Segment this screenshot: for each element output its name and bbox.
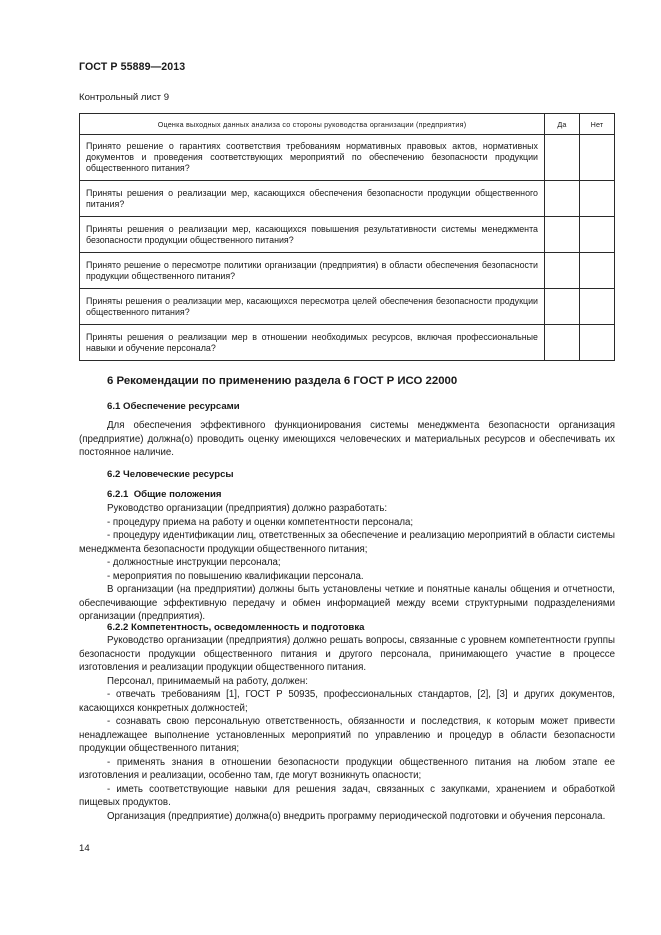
section-6-title: 6 Рекомендации по применению раздела 6 ГОСТ Р ИСО 22000 [107, 375, 458, 387]
table-header-row [80, 114, 615, 135]
paragraph: Персонал, принимаемый на работу, должен: [107, 675, 308, 687]
paragraph: Руководство организации (предприятия) должно решать вопросы, связанные с уровнем компетентности группы безопасности продукции общественного питания и другого персонала, принимающего участие в процессе изготовления и реализации продукции общественного питания. [79, 635, 615, 673]
question-cell: Принято решение о гарантиях соответствия требованиям нормативных правовых актов, нормативных документов и проведения соответствующих мероприятий по обеспечению безопасности продукции общественного питания? [80, 135, 545, 181]
checklist-title: Контрольный лист 9 [79, 92, 170, 103]
table-row [80, 253, 615, 289]
section-name: Общие положения [133, 489, 222, 500]
question-cell: Приняты решения о реализации мер, касающихся обеспечения безопасности продукции общественного питания? [80, 181, 545, 217]
no-cell [580, 135, 615, 181]
column-header-no: Нет [580, 114, 615, 135]
question-cell: Приняты решения о реализации мер, касающихся повышения результативности системы менеджмента безопасности продукции общественного питания? [80, 217, 545, 253]
yes-cell [545, 135, 580, 181]
section-6-2-1-body [79, 502, 615, 624]
no-cell [580, 217, 615, 253]
yes-cell [545, 181, 580, 217]
column-header-question: Оценка выходных данных анализа со стороны руководства организации (предприятия) [80, 114, 545, 135]
table-row [80, 181, 615, 217]
page-number: 14 [79, 843, 90, 854]
yes-cell [545, 217, 580, 253]
list-item: - процедуру идентификации лиц, ответственных за обеспечение и реализацию мероприятий в области системы менеджмента безопасности продукции общественного питания; [79, 530, 615, 555]
paragraph: В организации (на предприятии) должны быть установлены четкие и понятные каналы общения и отчетности, обеспечивающие эффективную передачу и обмен информацией между всеми структурными подразделениями организации (предприятия). [79, 584, 615, 622]
paragraph: Организация (предприятие) должна(о) внедрить программу периодической подготовки и обучения персонала. [107, 810, 606, 822]
list-item: - отвечать требованиям [1], ГОСТ Р 50935, профессиональных стандартов, [2], [3] и других документов, касающихся конкретных должностей; [79, 689, 615, 714]
section-6-2-1-title [107, 489, 222, 500]
list-item: - иметь соответствующие навыки для решения задач, связанных с закупками, хранением и обработкой пищевых продуктов. [79, 783, 615, 808]
paragraph: Для обеспечения эффективного функционирования системы менеджмента безопасности организация (предприятие) должна(о) проводить оценку имеющихся человеческих и материальных ресурсов и обеспечивать их постоянное наличие. [79, 420, 615, 458]
list-item: - применять знания в отношении безопасности продукции общественного питания на любом этапе ее изготовления и реализации, особенно там, где могут возникнуть опасности; [79, 756, 615, 781]
yes-cell [545, 253, 580, 289]
table-row [80, 325, 615, 361]
yes-cell [545, 289, 580, 325]
section-6-2-2-title: 6.2.2 Компетентность, осведомленность и подготовка [107, 622, 365, 633]
paragraph: Руководство организации (предприятия) должно разработать: [107, 503, 388, 514]
table-row [80, 289, 615, 325]
list-item: - должностные инструкции персонала; [107, 557, 281, 568]
section-number: 6.2.1 [107, 489, 129, 500]
document-header: ГОСТ Р 55889—2013 [79, 61, 186, 73]
no-cell [580, 325, 615, 361]
question-cell: Приняты решения о реализации мер, касающихся пересмотра целей обеспечения безопасности продукции общественного питания? [80, 289, 545, 325]
no-cell [580, 253, 615, 289]
question-cell: Приняты решения о реализации мер в отношении необходимых ресурсов, включая профессиональные навыки и обучение персонала? [80, 325, 545, 361]
list-item: - сознавать свою персональную ответственность, обязанности и последствия, к которым может привести ненадлежащее выполнение установленных мероприятий по управлению и процедур в области безопасности продукции общественного питания; [79, 716, 615, 754]
section-6-2-2-body [79, 634, 615, 823]
section-6-2-title: 6.2 Человеческие ресурсы [107, 469, 234, 480]
list-item: - процедуру приема на работу и оценки компетентности персонала; [107, 516, 414, 528]
no-cell [580, 181, 615, 217]
no-cell [580, 289, 615, 325]
section-6-1-body [79, 419, 615, 460]
table-row [80, 217, 615, 253]
yes-cell [545, 325, 580, 361]
table-row [80, 135, 615, 181]
question-cell: Принято решение о пересмотре политики организации (предприятия) в области обеспечения безопасности продукции общественного питания? [80, 253, 545, 289]
list-item: - мероприятия по повышению квалификации персонала. [107, 570, 364, 582]
checklist-table [79, 113, 615, 361]
column-header-yes: Да [545, 114, 580, 135]
section-6-1-title: 6.1 Обеспечение ресурсами [107, 401, 240, 412]
